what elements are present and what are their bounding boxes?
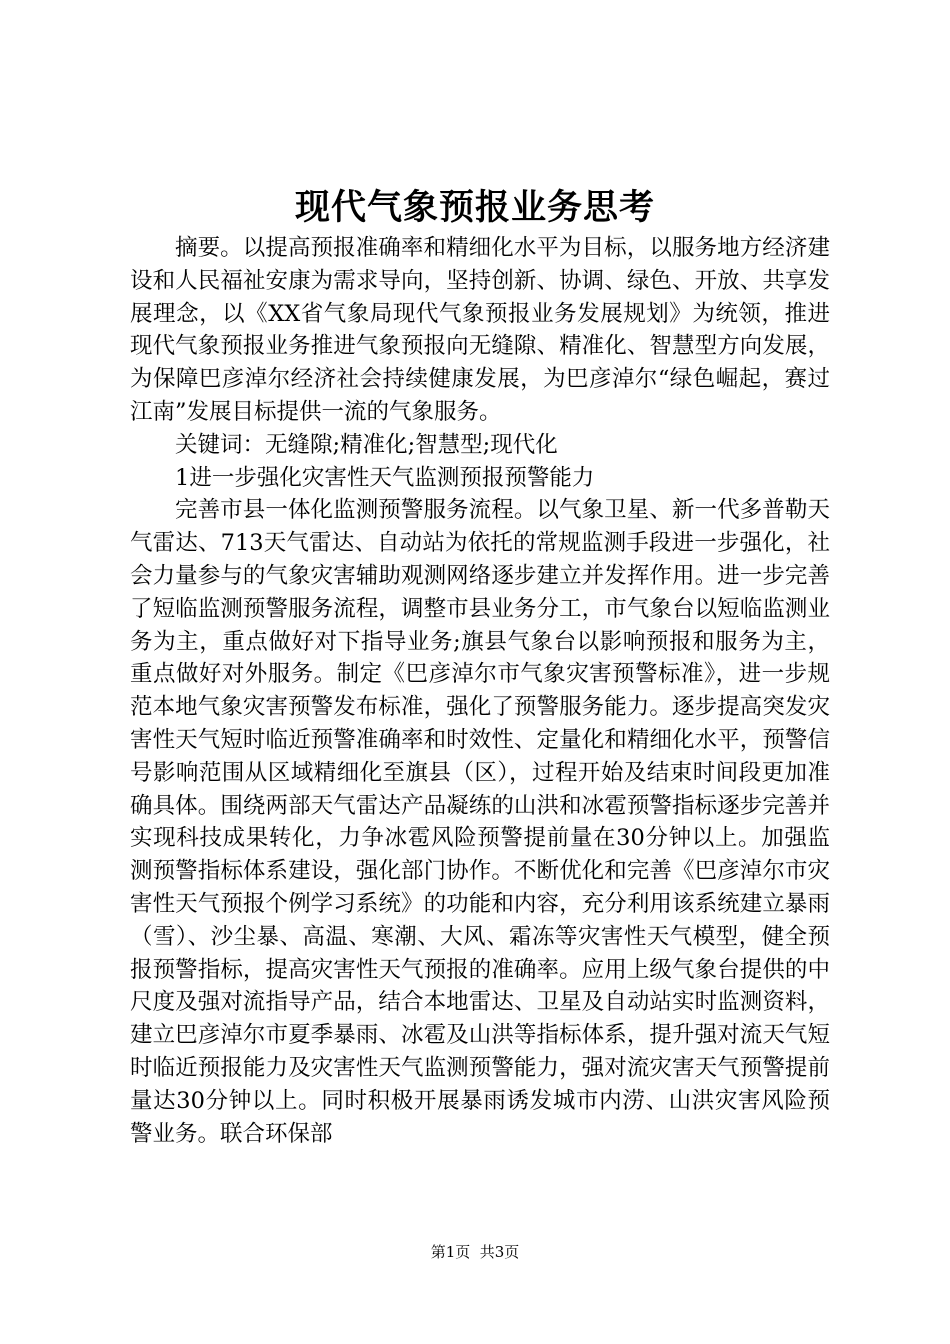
keywords-paragraph: 关键词：无缝隙;精准化;智慧型;现代化 [175, 431, 558, 458]
page-number-label: 第1页 共3页 [430, 1243, 520, 1261]
body-paragraph: 完善市县一体化监测预警服务流程。以气象卫星、新一代多普勒天气雷达、713天气雷达、自动站为依托的常规监测手段进一步强化，社会力量参与的气象灾害辅助观测网络逐步建立并发挥作用。进一步完善了短临监测预警服务流程，调整市县业务分工，市气象台以短临监测业务为主，重点做好对下指导业务;旗县气象台以影响预报和服务为主，重点做好对外服务。制定《巴彦淖尔市气象灾害预警标准》，进一步规范本地气象灾害预警发布标准，强化了预警服务能力。逐步提高突发灾害性天气短时临近预警准确率和时效性、定量化和精细化水平，预警信号影响范围从区域精细化至旗县（区），过程开始及结束时间段更加准确具体。围绕两部天气雷达产品凝练的山洪和冰雹预警指标逐步完善并实现科技成果转化，力争冰雹风险预警提前量在30分钟以上。加强监测预警指标体系建设，强化部门协作。不断优化和完善《巴彦淖尔市灾害性天气预报个例学习系统》的功能和内容，充分利用该系统建立暴雨（雪）、沙尘暴、高温、寒潮、大风、霜冻等灾害性天气模型，健全预报预警指标，提高灾害性天气预报的准确率。应用上级气象台提供的中尺度及强对流指导产品，结合本地雷达、卫星及自动站实时监测资料，建立巴彦淖尔市夏季暴雨、冰雹及山洪等指标体系，提升强对流天气短时临近预报能力及灾害性天气监测预警能力，强对流灾害天气预警提前量达30分钟以上。同时积极开展暴雨诱发城市内涝、山洪灾害风险预警业务。联合环保部 [130, 497, 830, 1147]
section-heading: 1进一步强化灾害性天气监测预报预警能力 [175, 464, 595, 491]
document-body [130, 232, 830, 1150]
document-title: 现代气象预报业务思考 [294, 187, 655, 228]
abstract-paragraph: 摘要。以提高预报准确率和精细化水平为目标，以服务地方经济建设和人民福祉安康为需求导向，坚持创新、协调、绿色、开放、共享发展理念，以《XX省气象局现代气象预报业务发展规划》为统领，推进现代气象预报业务推进气象预报向无缝隙、精准化、智慧型方向发展，为保障巴彦淖尔经济社会持续健康发展，为巴彦淖尔“绿色崛起，赛过江南”发展目标提供一流的气象服务。 [130, 235, 830, 425]
page-footer [0, 1242, 950, 1262]
